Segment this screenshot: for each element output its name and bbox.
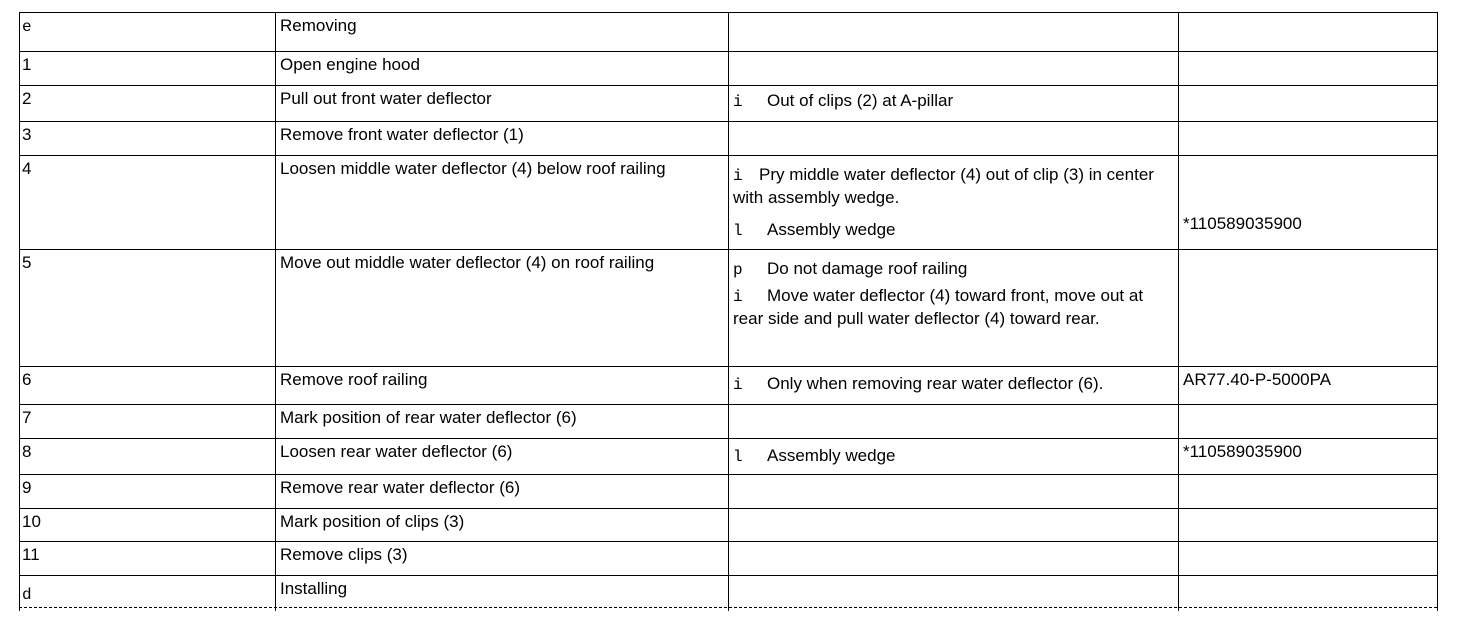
action-cell: Move out middle water deflector (4) on roof railing — [276, 250, 729, 367]
note-line — [733, 445, 1175, 468]
info-icon: i — [733, 288, 743, 306]
ref-cell — [1179, 367, 1438, 405]
notes-cell — [729, 86, 1179, 122]
action-cell: Remove front water deflector (1) — [276, 122, 729, 156]
notes-cell — [729, 122, 1179, 156]
info-icon: i — [733, 93, 743, 111]
table-row — [20, 509, 1438, 542]
ref-cell — [1179, 405, 1438, 439]
notes-cell — [729, 439, 1179, 475]
note-text: Move water deflector (4) toward front, move out at rear side and pull water deflector (4) toward rear. — [733, 286, 1144, 328]
notes-cell — [729, 475, 1179, 509]
tool-icon: l — [733, 222, 743, 240]
ref-cell — [1179, 250, 1438, 367]
table-row — [20, 250, 1438, 367]
step-cell: 4 — [20, 156, 276, 250]
ref-cell — [1179, 576, 1438, 611]
tool-part-number: *110589035900 — [1183, 442, 1302, 461]
table-row — [20, 13, 1438, 52]
action-cell: Loosen middle water deflector (4) below roof railing — [276, 156, 729, 250]
ref-cell — [1179, 475, 1438, 509]
tool-icon: l — [733, 448, 743, 466]
step-cell — [20, 576, 276, 611]
step-cell: 9 — [20, 475, 276, 509]
notes-cell — [729, 576, 1179, 611]
ref-cell — [1179, 86, 1438, 122]
step-cell: 10 — [20, 509, 276, 542]
step-cell: 5 — [20, 250, 276, 367]
ref-cell — [1179, 439, 1438, 475]
ref-cell — [1179, 52, 1438, 86]
repair-reference: AR77.40-P-5000PA — [1183, 370, 1332, 389]
info-icon: i — [733, 167, 743, 185]
ref-cell — [1179, 156, 1438, 250]
note-text: Assembly wedge — [767, 220, 896, 239]
table-row — [20, 156, 1438, 250]
note-line — [733, 219, 1175, 242]
action-cell: Installing — [276, 576, 729, 611]
action-cell: Remove rear water deflector (6) — [276, 475, 729, 509]
removing-symbol-icon: e — [22, 18, 32, 36]
step-cell: 7 — [20, 405, 276, 439]
notes-cell — [729, 156, 1179, 250]
note-line — [733, 285, 1175, 330]
action-cell: Removing — [276, 13, 729, 52]
table-row — [20, 52, 1438, 86]
procedure-table — [19, 12, 1438, 611]
note-text: Assembly wedge — [767, 446, 896, 465]
step-cell — [20, 13, 276, 52]
action-cell: Mark position of clips (3) — [276, 509, 729, 542]
note-text: Pry middle water deflector (4) out of clip (3) in center with assembly wedge. — [733, 165, 1154, 207]
table-row — [20, 86, 1438, 122]
action-cell: Open engine hood — [276, 52, 729, 86]
action-cell: Remove clips (3) — [276, 542, 729, 576]
note-line — [733, 258, 1175, 281]
ref-cell — [1179, 122, 1438, 156]
step-cell: 8 — [20, 439, 276, 475]
action-cell: Loosen rear water deflector (6) — [276, 439, 729, 475]
ref-cell — [1179, 13, 1438, 52]
notes-cell — [729, 367, 1179, 405]
action-cell: Remove roof railing — [276, 367, 729, 405]
ref-cell — [1179, 509, 1438, 542]
table-row — [20, 542, 1438, 576]
action-cell: Mark position of rear water deflector (6) — [276, 405, 729, 439]
notes-cell — [729, 250, 1179, 367]
note-line — [733, 373, 1175, 396]
table-row — [20, 405, 1438, 439]
note-text: Do not damage roof railing — [767, 259, 968, 278]
table-row — [20, 367, 1438, 405]
step-cell: 1 — [20, 52, 276, 86]
notes-cell — [729, 509, 1179, 542]
step-cell: 3 — [20, 122, 276, 156]
table-row — [20, 475, 1438, 509]
page-cut-edge — [19, 607, 1437, 608]
ref-cell — [1179, 542, 1438, 576]
warning-icon: p — [733, 261, 743, 279]
notes-cell — [729, 13, 1179, 52]
step-cell: 11 — [20, 542, 276, 576]
table-row — [20, 576, 1438, 611]
tool-part-number: *110589035900 — [1183, 214, 1302, 233]
note-text: Out of clips (2) at A-pillar — [767, 91, 954, 110]
table-row — [20, 439, 1438, 475]
step-cell: 6 — [20, 367, 276, 405]
note-line — [733, 164, 1175, 209]
info-icon: i — [733, 376, 743, 394]
notes-cell — [729, 542, 1179, 576]
installing-symbol-icon: d — [22, 586, 32, 604]
note-text: Only when removing rear water deflector (6). — [767, 374, 1104, 393]
action-cell: Pull out front water deflector — [276, 86, 729, 122]
note-line — [733, 90, 1175, 113]
notes-cell — [729, 405, 1179, 439]
step-cell: 2 — [20, 86, 276, 122]
notes-cell — [729, 52, 1179, 86]
table-row — [20, 122, 1438, 156]
